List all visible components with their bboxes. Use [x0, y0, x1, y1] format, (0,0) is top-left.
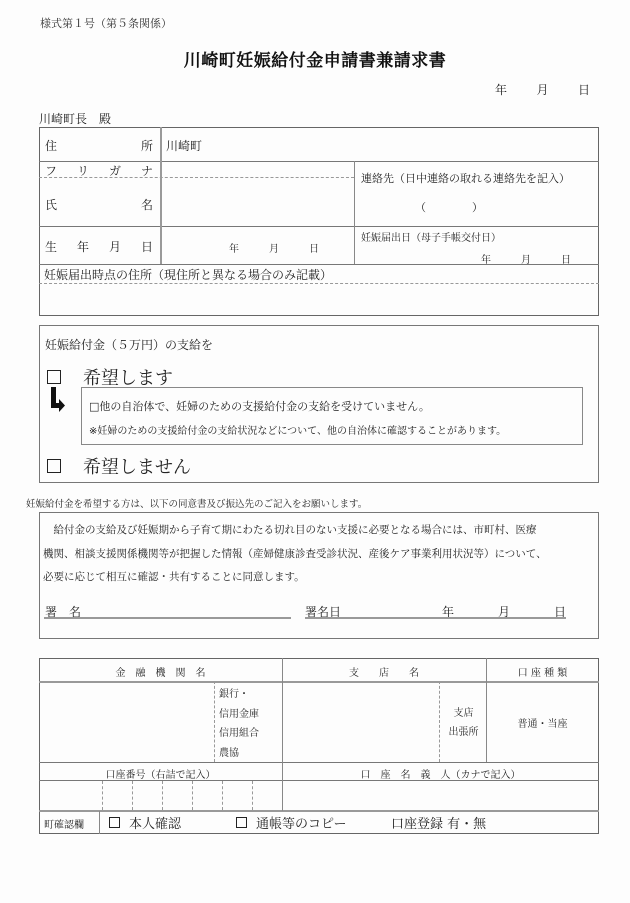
furigana-label: フ リ ガ ナ: [45, 164, 153, 178]
type-ja[interactable]: 農協: [219, 747, 239, 759]
sub-note: ※妊婦のための支援給付金の支給状況などについて、他の自治体に確認することがあります。: [89, 426, 507, 437]
passbook-copy-checkbox[interactable]: [236, 817, 247, 828]
application-date: [495, 81, 590, 98]
option-no-label: 希望しません: [83, 457, 191, 478]
type-bank[interactable]: 銀行・: [219, 689, 249, 700]
institution-name-field[interactable]: [41, 683, 213, 761]
address-field[interactable]: 川崎町: [166, 139, 203, 153]
prev-address-field[interactable]: [41, 285, 597, 314]
address-label: 住 所: [45, 139, 153, 153]
birthdate-label: 生 年 月 日: [45, 240, 153, 254]
account-type-options[interactable]: 普通・当座: [517, 719, 568, 730]
not-received-elsewhere-checkbox[interactable]: □他の自治体で、妊婦のための支援給付金の支給を受けていません。: [89, 400, 430, 413]
birthdate-field[interactable]: 年 月 日: [229, 244, 319, 255]
type-shinkumi[interactable]: 信用組合: [219, 728, 259, 739]
account-number-field[interactable]: [41, 782, 281, 809]
address-input-area[interactable]: [200, 128, 598, 160]
account-registered-status[interactable]: 口座登録 有・無: [391, 817, 487, 832]
identity-check-label: 本人確認: [129, 817, 182, 832]
year-label: 年: [495, 83, 508, 97]
branch-type-options: [441, 704, 486, 742]
pregnancy-report-label: 妊娠届出日（母子手帳交付日）: [361, 233, 501, 244]
office-check-label: 町確認欄: [44, 820, 84, 831]
page-title: 川崎町妊娠給付金申請書兼請求書: [183, 51, 447, 71]
arrow-down-right-icon: [48, 387, 66, 413]
name-label: 氏 名: [45, 198, 153, 212]
pregnancy-report-date-field[interactable]: 年 月 日: [481, 255, 571, 266]
furigana-field[interactable]: [162, 162, 353, 176]
day-label: 日: [577, 83, 590, 97]
identity-check[interactable]: [109, 813, 181, 832]
signature-field[interactable]: [90, 600, 290, 616]
contact-label: 連絡先（日中連絡の取れる連絡先を記入）: [361, 172, 570, 185]
account-holder-field[interactable]: [284, 782, 597, 809]
addressee: 川崎町長 殿: [39, 112, 112, 126]
institution-header: 金 融 機 関 名: [115, 668, 206, 679]
consent-lead-note: 妊娠給付金を希望する方は、以下の同意書及び振込先のご記入をお願いします。: [26, 499, 368, 510]
contact-field[interactable]: （ ）: [415, 201, 483, 214]
form-number: 様式第１号（第５条関係）: [40, 17, 172, 30]
passbook-copy-check[interactable]: [236, 813, 346, 832]
identity-check-checkbox[interactable]: [109, 817, 120, 828]
branch-name-field[interactable]: [284, 683, 438, 761]
prev-address-label: 妊娠届出時点の住所（現住所と異なる場合のみ記載）: [44, 268, 333, 282]
signature-label: 署 名: [45, 605, 82, 619]
month-label: 月: [536, 83, 549, 97]
consent-line-1: 給付金の支給及び妊娠期から子育て期にわたる切れ目のない支援に必要となる場合には、市町村、医療: [43, 524, 537, 536]
account-type-header: 口 座 種 類: [517, 668, 568, 679]
signature-date-label: 署名日: [305, 605, 342, 619]
account-holder-header: 口 座 名 義 人（カナで記入）: [360, 770, 521, 781]
type-shinkin[interactable]: 信用金庫: [219, 708, 259, 720]
checkbox-no[interactable]: [47, 459, 61, 473]
checkbox-yes[interactable]: [47, 370, 61, 384]
branch-header: 支 店 名: [349, 668, 419, 679]
type-sub-branch[interactable]: 出張所: [448, 727, 479, 738]
name-field[interactable]: [162, 178, 353, 225]
signature-date-field[interactable]: 年 月 日: [442, 605, 566, 619]
payment-intro: 妊娠給付金（５万円）の支給を: [45, 338, 214, 352]
consent-line-2: 機関、相談支援関係機関等が把握した情報（産婦健康診査受診状況、産後ケア事業利用状況等）について、: [43, 548, 547, 560]
passbook-copy-label: 通帳等のコピー: [256, 817, 347, 832]
account-number-header: 口座番号（右詰で記入）: [105, 770, 216, 781]
option-no[interactable]: [47, 453, 191, 479]
institution-type-options: [219, 685, 259, 763]
option-yes-label: 希望します: [83, 368, 173, 389]
type-branch[interactable]: 支店: [453, 708, 474, 719]
consent-line-3: 必要に応じて相互に確認・共有することに同意します。: [43, 571, 305, 583]
